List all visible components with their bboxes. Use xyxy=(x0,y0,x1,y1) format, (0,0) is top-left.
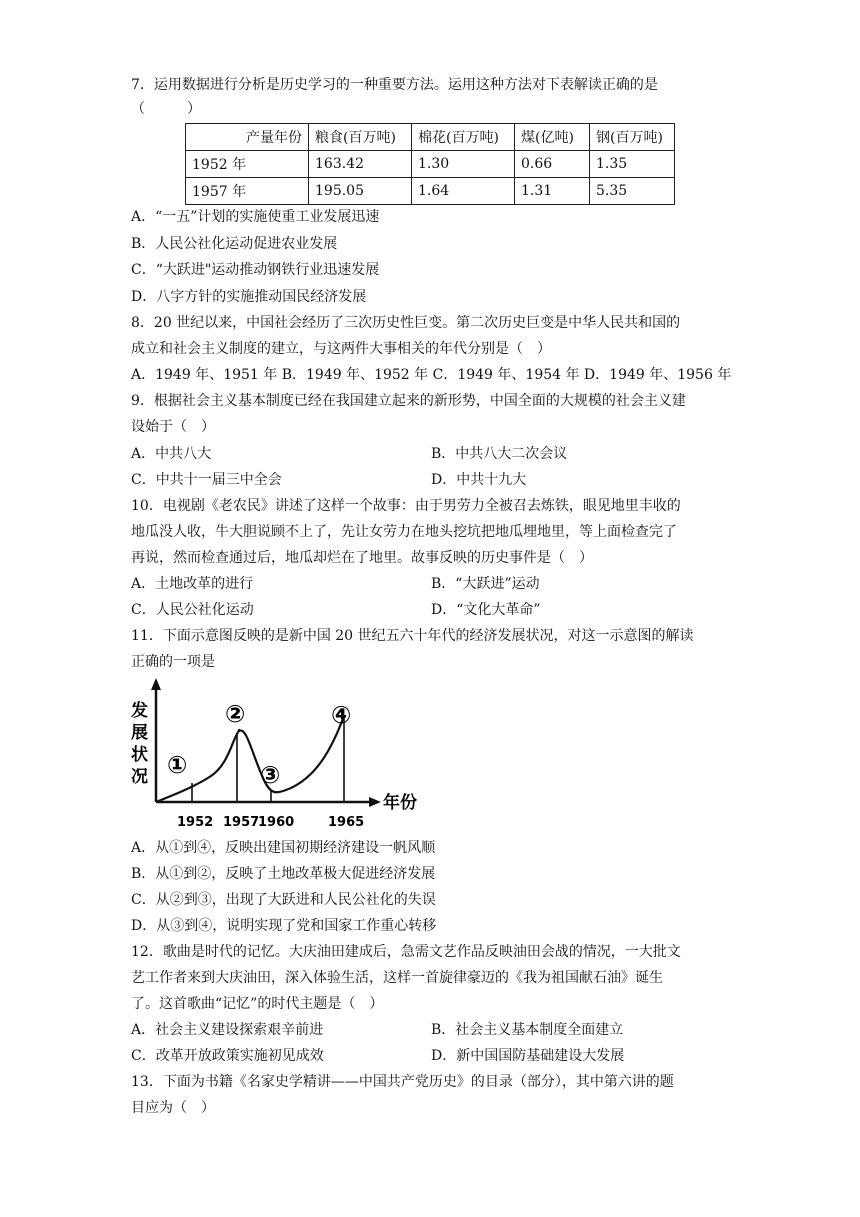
q8-stem-line-2: 成立和社会主义制度的建立，与这两件大事相关的年代分别是（ ） xyxy=(131,341,551,357)
q9-option-c: C．中共十一届三中全会 xyxy=(131,472,282,488)
q10-stem-line-1: 10．电视剧《老农民》讲述了这样一个故事：由于男劳力全被召去炼铁，眼见地里丰收的 xyxy=(131,498,681,514)
q9-option-d: D．中共十九大 xyxy=(431,472,527,488)
q7-production-table xyxy=(185,123,675,205)
table-header-cell: 棉花(百万吨) xyxy=(412,124,515,151)
table-row xyxy=(186,151,675,178)
economic-development-chart xyxy=(131,676,421,836)
q13-stem-line-2: 目应为（ ） xyxy=(131,1100,215,1116)
q9-option-a: A．中共八大 xyxy=(131,446,212,462)
q7-answer-paren: （ ） xyxy=(131,101,201,117)
table-row xyxy=(186,178,675,205)
q9-option-b: B．中共八大二次会议 xyxy=(431,446,568,462)
table-cell: 0.66 xyxy=(515,151,590,178)
q10-option-b: B．“大跃进”运动 xyxy=(431,576,540,592)
y-axis-arrow xyxy=(151,678,161,690)
table-header-cell: 钢(百万吨) xyxy=(590,124,675,151)
table-cell: 1.30 xyxy=(412,151,515,178)
q12-stem-line-1: 12．歌曲是时代的记忆。大庆油田建成后，急需文艺作品反映油田会战的情况，一大批文 xyxy=(131,944,681,960)
x-axis-arrow xyxy=(369,797,381,807)
q9-stem-line-1: 9．根据社会主义基本制度已经在我国建立起来的新形势，中国全面的大规模的社会主义建 xyxy=(131,393,686,409)
q10-stem-line-2: 地瓜没人收，牛大胆说顾不上了，先让女劳力在地头挖坑把地瓜埋地里，等上面检查完了 xyxy=(131,524,677,540)
table-header-cell: 煤(亿吨) xyxy=(515,124,590,151)
q10-option-d: D．“文化大革命” xyxy=(431,602,541,618)
table-cell: 163.42 xyxy=(309,151,412,178)
q7-stem: 7．运用数据进行分析是历史学习的一种重要方法。运用这种方法对下表解读正确的是 xyxy=(131,77,658,93)
x-tick-label: 1965 xyxy=(328,815,365,830)
point-marker-2: ② xyxy=(225,700,246,728)
y-axis-label-char: 发 xyxy=(131,701,148,721)
q11-stem-line-1: 11．下面示意图反映的是新中国 20 世纪五六十年代的经济发展状况，对这一示意图的解读 xyxy=(131,628,694,644)
q11-option-a: A．从①到④，反映出建国初期经济建设一帆风顺 xyxy=(131,840,436,856)
q7-option-b: B．人民公社化运动促进农业发展 xyxy=(131,236,338,252)
q9-stem-line-2: 设始于（ ） xyxy=(131,419,215,435)
point-marker-4: ④ xyxy=(331,701,352,729)
y-axis-label xyxy=(131,700,154,787)
q10-option-c: C．人民公社化运动 xyxy=(131,602,254,618)
x-axis-label: 年份 xyxy=(383,793,417,813)
table-header-cell: 产量年份 xyxy=(186,124,309,151)
q8-stem-line-1: 8．20 世纪以来，中国社会经历了三次历史性巨变。第二次历史巨变是中华人民共和国的 xyxy=(131,315,681,331)
x-tick-label: 1960 xyxy=(258,815,295,830)
x-tick-label: 1957 xyxy=(223,815,260,830)
q11-stem-line-2: 正确的一项是 xyxy=(131,654,215,670)
x-tick-label: 1952 xyxy=(177,815,214,830)
q11-option-c: C．从②到③，出现了大跃进和人民公社化的失误 xyxy=(131,892,436,908)
table-cell: 1.35 xyxy=(590,151,675,178)
y-axis-label-char: 况 xyxy=(131,767,148,787)
table-cell: 195.05 xyxy=(309,178,412,205)
table-cell: 1.64 xyxy=(412,178,515,205)
q12-option-b: B．社会主义基本制度全面建立 xyxy=(431,1022,624,1038)
q10-option-a: A．土地改革的进行 xyxy=(131,576,254,592)
y-axis-label-char: 状 xyxy=(131,745,148,765)
q8-options: A．1949 年、1951 年 B．1949 年、1952 年 C．1949 年、1954 年 D．1949 年、1956 年 xyxy=(131,367,732,383)
q12-stem-line-2: 艺工作者来到大庆油田，深入体验生活，这样一首旋律豪迈的《我为祖国献石油》诞生 xyxy=(131,970,663,986)
q11-option-b: B．从①到②，反映了土地改革极大促进经济发展 xyxy=(131,866,436,882)
table-cell: 1952 年 xyxy=(186,151,309,178)
table-header-row xyxy=(186,124,675,151)
table-cell: 5.35 xyxy=(590,178,675,205)
q12-stem-line-3: 了。这首歌曲“记忆”的时代主题是（ ） xyxy=(131,996,384,1012)
table-cell: 1957 年 xyxy=(186,178,309,205)
y-axis-label-char: 展 xyxy=(131,723,148,743)
q12-option-a: A．社会主义建设探索艰辛前进 xyxy=(131,1022,324,1038)
q10-stem-line-3: 再说，然而检查通过后，地瓜却烂在了地里。故事反映的历史事件是（ ） xyxy=(131,550,593,566)
point-marker-1: ① xyxy=(167,751,188,779)
q7-option-d: D．八字方针的实施推动国民经济发展 xyxy=(131,289,367,305)
q13-stem-line-1: 13．下面为书籍《名家史学精讲——中国共产党历史》的目录（部分），其中第六讲的题 xyxy=(131,1074,674,1090)
point-marker-3: ③ xyxy=(260,761,281,789)
q7-option-c: C．“大跃进"运动推动钢铁行业迅速发展 xyxy=(131,262,380,278)
q12-option-c: C．改革开放政策实施初见成效 xyxy=(131,1048,324,1064)
q7-option-a: A．“一五”计划的实施使重工业发展迅速 xyxy=(131,209,380,225)
q11-option-d: D．从③到④，说明实现了党和国家工作重心转移 xyxy=(131,918,437,934)
q12-option-d: D．新中国国防基础建设大发展 xyxy=(431,1048,625,1064)
table-header-cell: 粮食(百万吨) xyxy=(309,124,412,151)
table-cell: 1.31 xyxy=(515,178,590,205)
